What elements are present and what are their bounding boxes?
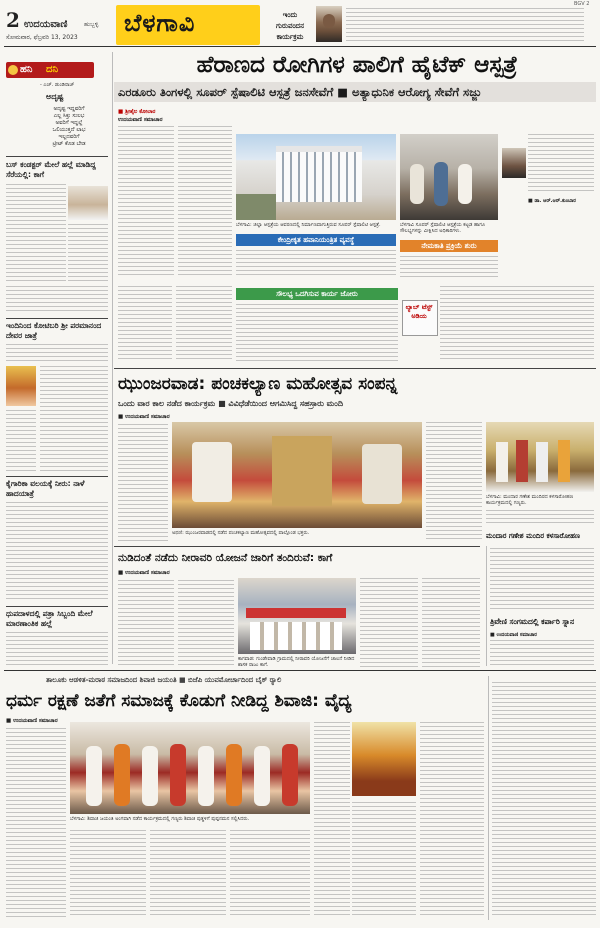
poem-line: ಎಲ್ಲ ಸಿಕ್ತು ಸುಲಭ	[53, 113, 85, 119]
panchakalyana-place: ■ ಉದಯವಾಣಿ ಸಮಾಚಾರ	[118, 414, 170, 420]
band-facilities: ಸೌಲಭ್ಯ ಒದಗಿಸುವ ಕಾರ್ಯ ಜೋರು	[236, 288, 398, 300]
poem-line: ಟ್ರೀಟ್ ಕೊಡ ಬೇಡ	[52, 141, 86, 147]
left-story4-headline: ಧುಪದಾಳದಲ್ಲಿ ಪತ್ರಾ ಸಿಬ್ಬಂದಿ ಮೇಲೆ ಮಾರಣಾಂತಿಕ ಹಲ್ಲೆ	[6, 609, 93, 628]
lead-byline: ■ ಶ್ರೀಶೈಲ ಕೋಲಾರ	[118, 109, 156, 115]
left-story2-photo	[6, 366, 36, 406]
lead-story	[114, 50, 596, 282]
visit-photo	[400, 134, 498, 220]
left-story1-photo	[68, 186, 108, 220]
bottom-headline: ಧರ್ಮ ರಕ್ಷಣೆ ಜತೆಗೆ ಸಮಾಜಕ್ಕೆ ಕೊಡುಗೆ ನೀಡಿದ್ದ ಶಿವಾಜಿ: ವೈದ್ಯ	[6, 691, 352, 711]
irrigation-headline: ನುಡಿದಂತೆ ನಡೆದು ನೀರಾವರಿ ಯೋಜನೆ ಜಾರಿಗೆ ತಂದಿರುವೆ: ಕಾಗೆ	[118, 552, 333, 564]
shivaji-photo-caption: ಬೆಳಗಾವಿ: ಶಿವಾಜಿ ಜಯಂತಿ ಅಂಗವಾಗಿ ನಡೆದ ಕಾರ್ಯಕ್ರಮದಲ್ಲಿ ಗಣ್ಯರು ಶಿವಾಜಿ ಪುತ್ಥಳಿಗೆ ಪುಷ್ಪನಮನ ಸಲ್ಲಿಸಿದರು.	[70, 816, 250, 822]
bottom-kicker: ತಾಲೂಕು ಆಡಳಿತ-ಮರಾಠ ಸಮಾಜದಿಂದ ಶಿವಾಜಿ ಜಯಂತಿ ■ ಬಿಜೆಪಿ ಯುವಮೋರ್ಚಾದಿಂದ ಬೈಕ್ ರ‍್ಯಾಲಿ	[46, 676, 282, 684]
shivaji-photo	[70, 722, 310, 814]
brand-dani: ದನಿ	[46, 64, 59, 75]
hospital-photo-caption: ಬೆಳಗಾವಿ: ಜಿಲ್ಲಾ ಆಸ್ಪತ್ರೆಯ ಆವರಣದಲ್ಲಿ ನಿರ್ಮಾಣವಾಗುತ್ತಿರುವ ಸೂಪರ್ ಸ್ಪೆಷಾಲಿಟಿ ಆಸ್ಪತ್ರೆ.	[236, 222, 381, 228]
page-number: 2	[6, 8, 20, 32]
poem-title: ಅದೃಷ್ಟ	[46, 92, 64, 101]
brand-honey: ಹನಿ	[20, 64, 33, 75]
irrigation-place: ■ ಉದಯವಾಣಿ ಸಮಾಚಾರ	[118, 570, 170, 576]
lead-place: ಉದಯವಾಣಿ ಸಮಾಚಾರ	[118, 117, 163, 123]
mandira-photo-caption: ಬೆಳಗಾವಿ: ಮಂದಾರ ಗಣೇಶ ಮಂದಿರದ ಕಳಸಾರೋಹಣ ಕಾರ್ಯಕ್ರಮದಲ್ಲಿ ಗಣ್ಯರು.	[486, 494, 574, 506]
paper-sub: ಹುಬ್ಬಳ್ಳಿ	[84, 21, 99, 28]
official-portrait	[502, 148, 526, 178]
brand-author: - ಎಚ್. ಡುಂಡಿರಾಜ್	[40, 82, 75, 88]
bottom-place: ■ ಉದಯವಾಣಿ ಸಮಾಚಾರ	[6, 718, 58, 724]
mandira-photo	[486, 422, 594, 492]
poem-line: ಇಲ್ಲದವರಿಗೆ	[58, 134, 80, 140]
panchakalyana-photo-caption: ಅಥಣಿ: ಝುಂಜರವಾಡದಲ್ಲಿ ನಡೆದ ಪಂಚಕಲ್ಯಾಣ ಮಹೋತ್ಸವದಲ್ಲಿ ಪಾಲ್ಗೊಂಡ ಭಕ್ತರು.	[172, 530, 310, 536]
irrigation-story	[114, 548, 484, 668]
edition-name: ಬೆಳಗಾವಿ	[124, 9, 196, 37]
lead-headline: ಹೆರಾಣದ ರೋಗಿಗಳ ಪಾಲಿಗೆ ಹೈಟೆಕ್ ಆಸ್ಪತ್ರೆ	[196, 52, 518, 78]
irrigation-photo-caption: ಕಾಗವಾಡ: ಗುಂಡೇವಾಡಿ ಗ್ರಾಮದಲ್ಲಿ ನೀರಾವರಿ ಯೋಜನೆಗೆ ಚಾಲನೆ ನೀಡಿದ ಶಾಸಕ ರಾಜು ಕಾಗೆ.	[238, 656, 355, 668]
panchakalyana-subheadline: ಒಂದು ವಾರ ಕಾಲ ನಡೆದ ಕಾರ್ಯಕ್ರಮ ■ ವಿವಿಧೆಡೆಯಿಂದ ಆಗಮಿಸಿದ್ದ ಸಹಸ್ರಾರು ಮಂದಿ	[118, 399, 344, 408]
page-code: BGV 2	[574, 1, 590, 7]
band-recruitment: ನೇಮಕಾತಿ ಪ್ರಕ್ರಿಯೆ ಶುರು	[400, 240, 498, 252]
poem-line: ಒಲಿಯುತ್ತದೆ ಲಾಭ	[52, 127, 86, 133]
triveni-story	[488, 548, 596, 668]
panchakalyana-story	[114, 370, 596, 570]
hospital-photo	[236, 134, 396, 220]
left-column	[0, 48, 112, 668]
masthead-date: ಸೋಮವಾರ, ಫೆಬ್ರವರಿ 13, 2023	[6, 34, 78, 41]
bottom-story	[0, 672, 600, 928]
lead-subheadline: ಎರಡೂರು ತಿಂಗಳಲ್ಲಿ ಸೂಪರ್ ಸ್ಪೆಷಾಲಿಟಿ ಆಸ್ಪತ್ರೆ ಜನಸೇವೆಗೆ ■ ಅತ್ಯಾಧುನಿಕ ಆರೋಗ್ಯ ಸೇವೆಗೆ ಸಜ್ಜು	[118, 85, 482, 99]
left-story1-headline: ಬಸ್ ಕಂಡಕ್ಟರ್ ಮೇಲೆ ಹಲ್ಲೆ ಮಾಡಿದ್ದ ಸೆರೆಯಲ್ಲಿ: ಕಾಗೆ	[6, 160, 96, 179]
left-story2-headline: ಇಂದಿನಿಂದ ಕೋಟಿಬರಿ ಶ್ರೀ ಪರಮಾನಂದ ದೇವರ ಜಾತ್ರೆ	[6, 321, 102, 340]
masthead-story-text	[346, 8, 584, 44]
poem	[30, 106, 108, 148]
mandira-headline: ಮಂದಾರ ಗಣೇಶ ಮಂದಿರ ಕಳಸಾರೋಹಣ	[486, 532, 580, 540]
poem-line: ಅವರಿಗೆ ಇದ್ದಲ್ಲೆ	[55, 120, 83, 126]
lead-col2-text	[178, 126, 232, 276]
triveni-place: ■ ಉದಯವಾಣಿ ಸಮಾಚಾರ	[490, 632, 537, 638]
triveni-headline: ತ್ರಿವೇಣಿ ಸಂಗಮದಲ್ಲಿ ಕರ್ಪಾರಿ ಸ್ನಾನ	[490, 617, 575, 626]
poem-line: ಅದೃಷ್ಟ ಇದ್ದವರಿಗೆ	[53, 106, 85, 112]
irrigation-photo	[238, 578, 356, 654]
programme-label: ಇಂದು ಗುರುವಂದನ ಕಾರ್ಯಕ್ರಮ	[276, 11, 304, 41]
quote-attrib: ■ ಡಾ. ಆರ್.ಆರ್.ಕುಂಬಾರ	[528, 198, 576, 204]
visit-photo-caption: ಬೆಳಗಾವಿ ಸೂಪರ್ ಸ್ಪೆಷಾಲಿಟಿ ಆಸ್ಪತ್ರೆಯ ಕಟ್ಟಡ ಹಾಗೂ ಸೌಲಭ್ಯಗಳನ್ನು ವೀಕ್ಷಿಸಿದ ಅಧಿಕಾರಿಗಳು.	[400, 222, 486, 234]
lab-quote-label: ಲ್ಯಾಬ್ ಟೆಸ್ಟ್ ಅಡಿಯ	[405, 303, 433, 320]
panchakalyana-headline: ಝುಂಜರವಾಡ: ಪಂಚಕಲ್ಯಾಣ ಮಹೋತ್ಸವ ಸಂಪನ್ನ	[118, 374, 398, 394]
honey-icon	[8, 65, 18, 75]
lead-col1-text	[118, 126, 174, 276]
panchakalyana-photo	[172, 422, 422, 528]
paper-name: ಉದಯವಾಣಿ	[24, 19, 68, 30]
portrait-photo	[316, 6, 342, 42]
left-story3-headline: ಕೈಗಾರಿಕಾ ವಲಯಕ್ಕೆ ನೀರು: ನಾಳೆ ಹಾದಯಾತ್ರೆ	[6, 479, 85, 498]
band-ac: ಕೇಂದ್ರೀಕೃತ ಹವಾನಿಯಂತ್ರಿತ ವ್ಯವಸ್ಥೆ	[236, 234, 396, 246]
shivaji-portrait	[352, 722, 416, 796]
